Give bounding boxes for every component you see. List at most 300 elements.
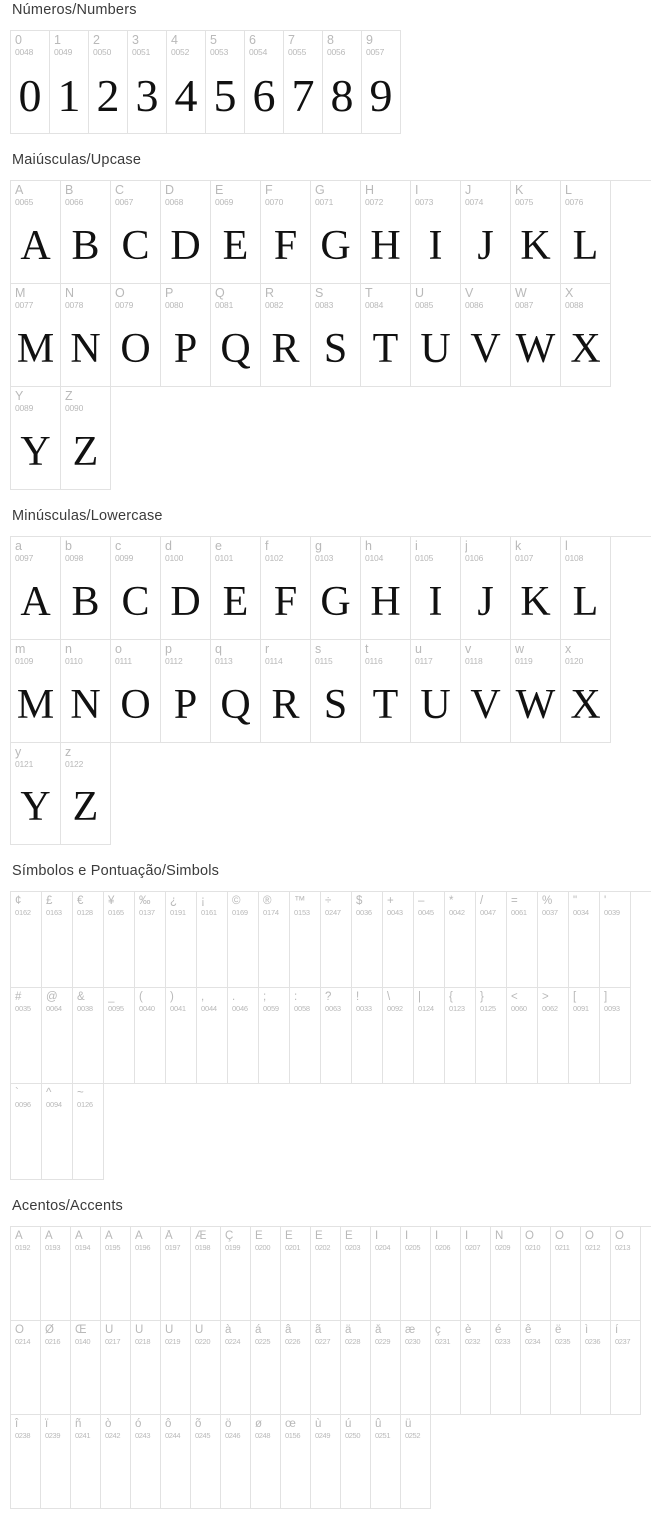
glyph-cell[interactable]: [101, 1415, 131, 1509]
glyph-code-label: 0058: [294, 1004, 310, 1014]
glyph-cell[interactable]: [411, 537, 461, 640]
glyph-cell[interactable]: [362, 31, 401, 134]
glyph-header: [228, 988, 258, 1015]
glyph-section: [10, 849, 651, 1180]
glyph-code-label: 0101: [215, 552, 234, 563]
glyph-cell[interactable]: [600, 892, 631, 988]
glyph-preview: Z: [72, 428, 99, 475]
glyph-cell[interactable]: [290, 988, 321, 1084]
glyph-cell[interactable]: [11, 1084, 42, 1180]
glyph-character-label: ¡: [201, 895, 205, 908]
glyph-cell[interactable]: [281, 1415, 311, 1509]
glyph-code-label: 0035: [15, 1004, 31, 1014]
glyph-cell[interactable]: [611, 1227, 641, 1321]
glyph-cell[interactable]: [211, 640, 261, 743]
glyph-cell[interactable]: [341, 1415, 371, 1509]
glyph-character-label: [: [573, 991, 577, 1004]
glyph-cell[interactable]: [261, 181, 311, 284]
glyph-preview: [401, 1254, 430, 1320]
glyph-header: [401, 1415, 430, 1442]
glyph-header: [211, 181, 260, 209]
glyph-preview: [221, 1348, 250, 1414]
glyph-cell[interactable]: [511, 181, 561, 284]
glyph-preview: [401, 1348, 430, 1414]
glyph-header: [161, 1227, 190, 1254]
glyph-cell[interactable]: [50, 31, 89, 134]
glyph-cell[interactable]: [538, 988, 569, 1084]
glyph-code-label: 0209: [495, 1243, 511, 1253]
glyph-cell[interactable]: [371, 1415, 401, 1509]
glyph-cell[interactable]: [414, 988, 445, 1084]
glyph-character-label: ñ: [75, 1417, 82, 1430]
glyph-cell[interactable]: [161, 640, 211, 743]
glyph-preview: D: [170, 222, 201, 269]
glyph-cell[interactable]: [11, 284, 61, 387]
glyph-cell[interactable]: [476, 988, 507, 1084]
glyph-cell[interactable]: [521, 1321, 551, 1415]
glyph-code-label: 0039: [604, 908, 620, 918]
glyph-cell[interactable]: [259, 988, 290, 1084]
glyph-character-label: 3: [132, 34, 139, 47]
glyph-preview: J: [477, 222, 494, 269]
glyph-cell[interactable]: [476, 892, 507, 988]
glyph-header: [445, 892, 475, 919]
glyph-cell[interactable]: [491, 1227, 521, 1321]
glyph-character-label: ): [170, 991, 174, 1004]
glyph-character-label: ô: [165, 1417, 172, 1430]
glyph-cell[interactable]: [161, 537, 211, 640]
glyph-preview: 4: [174, 70, 198, 122]
glyph-cell[interactable]: [551, 1321, 581, 1415]
glyph-character-label: ê: [525, 1323, 532, 1336]
glyph-character-label: n: [65, 642, 72, 656]
glyph-cell[interactable]: [411, 181, 461, 284]
glyph-cell[interactable]: [383, 892, 414, 988]
glyph-code-label: 0083: [315, 299, 334, 310]
glyph-cell[interactable]: [42, 1084, 73, 1180]
glyph-character-label: H: [365, 183, 375, 197]
glyph-cell[interactable]: [211, 537, 261, 640]
glyph-cell[interactable]: [161, 1321, 191, 1415]
glyph-code-label: 0218: [135, 1336, 151, 1346]
glyph-cell[interactable]: [383, 988, 414, 1084]
glyph-cell[interactable]: [290, 892, 321, 988]
glyph-cell[interactable]: [228, 988, 259, 1084]
glyph-preview: [41, 1442, 70, 1508]
glyph-cell[interactable]: [11, 1321, 41, 1415]
glyph-cell[interactable]: [221, 1227, 251, 1321]
glyph-character-label: õ: [195, 1417, 202, 1430]
glyph-character-label: F: [265, 183, 273, 197]
glyph-cell[interactable]: [281, 1321, 311, 1415]
glyph-cell[interactable]: [11, 181, 61, 284]
glyph-preview: Z: [72, 784, 99, 831]
glyph-character-label: s: [315, 642, 322, 656]
glyph-cell[interactable]: [311, 1321, 341, 1415]
glyph-cell[interactable]: [538, 892, 569, 988]
glyph-header: [311, 284, 360, 312]
glyph-cell[interactable]: [431, 1227, 461, 1321]
glyph-cell[interactable]: [461, 537, 511, 640]
glyph-cell[interactable]: [341, 1321, 371, 1415]
glyph-character-label: <: [511, 991, 518, 1004]
glyph-character-label: |: [418, 991, 421, 1004]
glyph-code-label: 0235: [555, 1336, 571, 1346]
glyph-character-label: #: [15, 991, 22, 1004]
glyph-cell[interactable]: [11, 988, 42, 1084]
glyph-header: [221, 1415, 250, 1442]
glyph-cell[interactable]: [361, 284, 411, 387]
glyph-preview: 5: [213, 70, 237, 122]
glyph-preview: 3: [135, 70, 159, 122]
glyph-cell[interactable]: [221, 1415, 251, 1509]
glyph-cell[interactable]: [461, 1227, 491, 1321]
glyph-preview: [73, 919, 103, 987]
glyph-cell[interactable]: [42, 892, 73, 988]
glyph-code-label: 0217: [105, 1336, 121, 1346]
glyph-cell[interactable]: [73, 1084, 104, 1180]
glyph-cell[interactable]: [111, 284, 161, 387]
glyph-code-label: 0109: [15, 655, 34, 666]
glyph-cell[interactable]: [61, 640, 111, 743]
glyph-cell[interactable]: [135, 892, 166, 988]
glyph-character-label: \: [387, 991, 391, 1004]
glyph-header: [128, 31, 166, 59]
glyph-cell[interactable]: [197, 892, 228, 988]
glyph-character-label: `: [15, 1087, 19, 1100]
glyph-cell[interactable]: [131, 1415, 161, 1509]
glyph-cell[interactable]: [167, 31, 206, 134]
glyph-character-label: I: [415, 183, 419, 197]
glyph-preview: A: [20, 578, 51, 625]
glyph-cell[interactable]: [111, 537, 161, 640]
glyph-code-label: 0140: [75, 1336, 91, 1346]
glyph-cell[interactable]: [445, 988, 476, 1084]
glyph-character-label: 6: [249, 34, 256, 47]
glyph-cell[interactable]: [401, 1227, 431, 1321]
glyph-header: [383, 892, 413, 919]
glyph-character-label: $: [356, 895, 363, 908]
glyph-cell[interactable]: [507, 892, 538, 988]
glyph-cell[interactable]: [61, 537, 111, 640]
glyph-code-label: 0068: [165, 196, 184, 207]
glyph-preview: [228, 1015, 258, 1083]
glyph-character-label: Ñ: [495, 1230, 504, 1243]
glyph-character-label: Œ: [75, 1323, 87, 1336]
glyph-cell[interactable]: [600, 988, 631, 1084]
glyph-cell[interactable]: [311, 284, 361, 387]
glyph-cell[interactable]: [341, 1227, 371, 1321]
glyph-cell[interactable]: [73, 988, 104, 1084]
glyph-preview: [341, 1442, 370, 1508]
glyph-header: [41, 1227, 70, 1254]
glyph-cell[interactable]: [321, 988, 352, 1084]
glyph-cell[interactable]: [197, 988, 228, 1084]
glyph-cell[interactable]: [101, 1321, 131, 1415]
glyph-cell[interactable]: [191, 1227, 221, 1321]
glyph-character-label: q: [215, 642, 222, 656]
glyph-cell[interactable]: [61, 387, 111, 490]
glyph-cell[interactable]: [361, 640, 411, 743]
glyph-cell[interactable]: [111, 181, 161, 284]
glyph-code-label: 0115: [315, 655, 333, 666]
glyph-header: [341, 1227, 370, 1254]
glyph-cell[interactable]: [11, 537, 61, 640]
glyph-cell[interactable]: [131, 1321, 161, 1415]
glyph-code-label: 0067: [115, 196, 134, 207]
glyph-cell[interactable]: [61, 181, 111, 284]
glyph-cell[interactable]: [461, 284, 511, 387]
glyph-cell[interactable]: [511, 284, 561, 387]
glyph-cell[interactable]: [461, 1321, 491, 1415]
glyph-cell[interactable]: [311, 537, 361, 640]
glyph-cell[interactable]: [311, 1227, 341, 1321]
glyph-code-label: 0086: [465, 299, 484, 310]
glyph-cell[interactable]: [401, 1415, 431, 1509]
glyph-header: [42, 988, 72, 1015]
glyph-character-label: ™: [294, 895, 306, 908]
glyph-cell[interactable]: [321, 892, 352, 988]
glyph-preview: [131, 1348, 160, 1414]
glyph-cell[interactable]: [104, 892, 135, 988]
glyph-header: [507, 892, 537, 919]
section-title: Símbolos e Pontuação/Simbols: [12, 863, 220, 880]
glyph-cell[interactable]: [251, 1415, 281, 1509]
glyph-cell[interactable]: [611, 1321, 641, 1415]
glyph-cell[interactable]: [41, 1415, 71, 1509]
glyph-cell[interactable]: [161, 1227, 191, 1321]
glyph-cell[interactable]: [445, 892, 476, 988]
glyph-cell[interactable]: [11, 31, 50, 134]
glyph-character-label: ^: [46, 1087, 52, 1100]
glyph-preview: K: [520, 222, 551, 269]
glyph-cell[interactable]: [251, 1227, 281, 1321]
section-title: Acentos/Accents: [12, 1198, 123, 1215]
glyph-preview: Q: [220, 681, 251, 728]
glyph-cell[interactable]: [161, 181, 211, 284]
glyph-cell[interactable]: [211, 181, 261, 284]
glyph-cell[interactable]: [551, 1227, 581, 1321]
glyph-header: [41, 1321, 70, 1348]
glyph-header: [11, 892, 41, 919]
glyph-preview: [321, 1015, 351, 1083]
glyph-cell[interactable]: [561, 537, 611, 640]
glyph-character-label: 4: [171, 34, 178, 47]
glyph-cell[interactable]: [261, 640, 311, 743]
glyph-cell[interactable]: [101, 1227, 131, 1321]
glyph-cell[interactable]: [323, 31, 362, 134]
glyph-header: [166, 988, 196, 1015]
glyph-cell[interactable]: [401, 1321, 431, 1415]
glyph-cell[interactable]: [431, 1321, 461, 1415]
glyph-code-label: 0238: [15, 1430, 31, 1440]
glyph-preview: [383, 1015, 413, 1083]
glyph-grid: [10, 1226, 651, 1509]
glyph-character-label: Ú: [135, 1323, 144, 1336]
glyph-cell[interactable]: [71, 1227, 101, 1321]
glyph-header: [73, 892, 103, 919]
glyph-cell[interactable]: [228, 892, 259, 988]
glyph-header: [521, 1227, 550, 1254]
glyph-character-label: ": [573, 895, 578, 908]
glyph-code-label: 0066: [65, 196, 84, 207]
glyph-cell[interactable]: [206, 31, 245, 134]
glyph-header: [414, 988, 444, 1015]
glyph-section: [10, 0, 651, 134]
glyph-header: [561, 640, 610, 668]
glyph-cell[interactable]: [61, 284, 111, 387]
glyph-header: [401, 1227, 430, 1254]
glyph-code-label: 0219: [165, 1336, 181, 1346]
glyph-cell[interactable]: [73, 892, 104, 988]
glyph-cell[interactable]: [41, 1321, 71, 1415]
glyph-header: [290, 892, 320, 919]
glyph-cell[interactable]: [284, 31, 323, 134]
glyph-preview: [445, 1015, 475, 1083]
glyph-header: [211, 640, 260, 668]
glyph-character-label: Ë: [345, 1230, 353, 1243]
glyph-header: [511, 640, 560, 668]
glyph-preview: [131, 1254, 160, 1320]
glyph-cell[interactable]: [11, 1227, 41, 1321]
glyph-cell[interactable]: [61, 743, 111, 846]
glyph-code-label: 0237: [615, 1336, 631, 1346]
glyph-cell[interactable]: [259, 892, 290, 988]
glyph-cell[interactable]: [128, 31, 167, 134]
glyph-cell[interactable]: [89, 31, 128, 134]
glyph-cell[interactable]: [371, 1321, 401, 1415]
glyph-code-label: 0110: [65, 655, 83, 666]
glyph-cell[interactable]: [511, 537, 561, 640]
glyph-character-label: ó: [135, 1417, 142, 1430]
glyph-header: [61, 387, 110, 415]
glyph-code-label: 0059: [263, 1004, 279, 1014]
glyph-code-label: 0034: [573, 908, 589, 918]
glyph-header: [161, 537, 210, 565]
glyph-character-label: å: [375, 1323, 382, 1336]
glyph-cell[interactable]: [581, 1227, 611, 1321]
glyph-cell[interactable]: [461, 181, 511, 284]
glyph-cell[interactable]: [104, 988, 135, 1084]
glyph-character-label: M: [15, 286, 26, 300]
glyph-cell[interactable]: [561, 284, 611, 387]
glyph-preview: [383, 919, 413, 987]
glyph-cell[interactable]: [261, 537, 311, 640]
glyph-preview: [11, 1015, 41, 1083]
glyph-cell[interactable]: [191, 1321, 221, 1415]
glyph-character-label: Ô: [585, 1230, 594, 1243]
glyph-cell[interactable]: [11, 640, 61, 743]
glyph-preview: B: [71, 222, 100, 269]
glyph-character-label: è: [465, 1323, 472, 1336]
glyph-code-label: 0250: [345, 1430, 361, 1440]
glyph-cell[interactable]: [131, 1227, 161, 1321]
glyph-cell[interactable]: [411, 284, 461, 387]
glyph-cell[interactable]: [561, 181, 611, 284]
glyph-code-label: 0161: [201, 908, 217, 918]
glyph-character-label: È: [255, 1230, 263, 1243]
glyph-cell[interactable]: [491, 1321, 521, 1415]
glyph-header: [161, 1415, 190, 1442]
glyph-cell[interactable]: [352, 988, 383, 1084]
glyph-cell[interactable]: [251, 1321, 281, 1415]
glyph-cell[interactable]: [281, 1227, 311, 1321]
glyph-cell[interactable]: [461, 640, 511, 743]
glyph-code-label: 0038: [77, 1004, 93, 1014]
glyph-code-label: 0090: [65, 402, 84, 413]
glyph-character-label: Í: [405, 1230, 409, 1243]
glyph-preview: [445, 919, 475, 987]
glyph-cell[interactable]: [11, 892, 42, 988]
glyph-character-label: ®: [263, 895, 272, 908]
glyph-cell[interactable]: [361, 181, 411, 284]
glyph-cell[interactable]: [261, 284, 311, 387]
glyph-cell[interactable]: [414, 892, 445, 988]
glyph-cell[interactable]: [507, 988, 538, 1084]
glyph-preview: [600, 1015, 630, 1083]
glyph-header: [431, 1321, 460, 1348]
glyph-cell[interactable]: [245, 31, 284, 134]
glyph-code-label: 0084: [365, 299, 384, 310]
glyph-cell[interactable]: [361, 537, 411, 640]
glyph-header: [161, 284, 210, 312]
glyph-cell[interactable]: [41, 1227, 71, 1321]
glyph-cell[interactable]: [561, 640, 611, 743]
glyph-cell[interactable]: [221, 1321, 251, 1415]
glyph-cell[interactable]: [11, 387, 61, 490]
glyph-cell[interactable]: [11, 1415, 41, 1509]
glyph-cell[interactable]: [311, 640, 361, 743]
glyph-cell[interactable]: [569, 892, 600, 988]
glyph-character-label: =: [511, 895, 518, 908]
section-title: Minúsculas/Lowercase: [12, 507, 163, 524]
glyph-cell[interactable]: [411, 640, 461, 743]
glyph-character-label: ã: [315, 1323, 322, 1336]
glyph-header: [476, 892, 506, 919]
glyph-character-label: –: [418, 895, 425, 908]
glyph-cell[interactable]: [42, 988, 73, 1084]
glyph-preview: [135, 919, 165, 987]
glyph-cell[interactable]: [71, 1321, 101, 1415]
glyph-character-label: ©: [232, 895, 241, 908]
glyph-cell[interactable]: [521, 1227, 551, 1321]
glyph-cell[interactable]: [111, 640, 161, 743]
glyph-cell[interactable]: [511, 640, 561, 743]
glyph-cell[interactable]: [581, 1321, 611, 1415]
glyph-cell[interactable]: [166, 988, 197, 1084]
glyph-cell[interactable]: [11, 743, 61, 846]
glyph-preview: C: [121, 578, 150, 625]
glyph-cell[interactable]: [135, 988, 166, 1084]
glyph-header: [411, 181, 460, 209]
glyph-cell[interactable]: [352, 892, 383, 988]
glyph-cell[interactable]: [161, 1415, 191, 1509]
glyph-cell[interactable]: [311, 181, 361, 284]
glyph-code-label: 0092: [387, 1004, 403, 1014]
glyph-header: [71, 1415, 100, 1442]
glyph-cell[interactable]: [211, 284, 261, 387]
glyph-cell[interactable]: [371, 1227, 401, 1321]
glyph-cell[interactable]: [311, 1415, 341, 1509]
glyph-header: [11, 1321, 40, 1348]
glyph-cell[interactable]: [191, 1415, 221, 1509]
glyph-cell[interactable]: [569, 988, 600, 1084]
glyph-cell[interactable]: [161, 284, 211, 387]
glyph-header: [111, 284, 160, 312]
glyph-cell[interactable]: [166, 892, 197, 988]
glyph-preview: M: [16, 681, 55, 728]
glyph-cell[interactable]: [71, 1415, 101, 1509]
